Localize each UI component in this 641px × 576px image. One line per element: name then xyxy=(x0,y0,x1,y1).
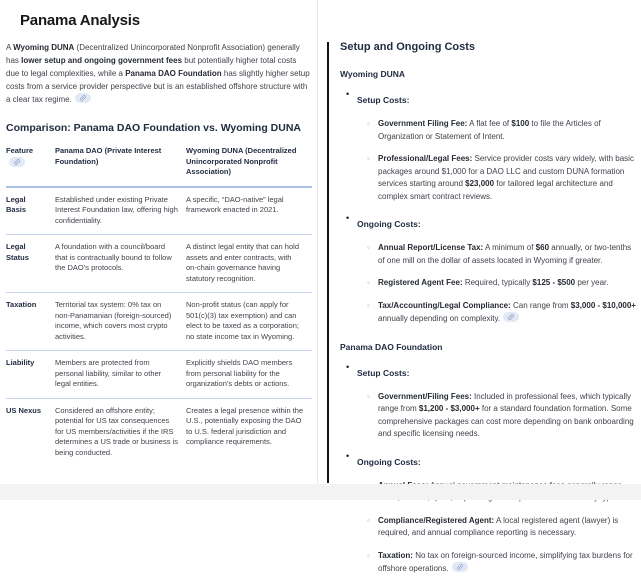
feature-cell: Legal Basis xyxy=(6,187,55,235)
setup-cost-items xyxy=(357,118,639,203)
table-row xyxy=(6,398,312,466)
group-ongoing-costs xyxy=(348,452,639,576)
section-title-panama-dao-foundation: Panama DAO Foundation xyxy=(340,341,443,352)
cost-item xyxy=(369,153,639,203)
wyoming-cell: A distinct legal entity that can hold assets and enter contracts, with on-chain governance having statutory recognition. xyxy=(186,235,312,293)
panama-cell: Members are protected from personal liability, similar to other legal entities. xyxy=(55,351,186,399)
wyoming-costs-list xyxy=(340,90,639,326)
cost-item xyxy=(369,300,639,326)
cost-item xyxy=(369,242,639,267)
table-row xyxy=(6,351,312,399)
feature-cell: Legal Status xyxy=(6,235,55,293)
group-ongoing-costs xyxy=(348,214,639,326)
costs-heading: Setup and Ongoing Costs xyxy=(340,41,476,53)
panama-cell: Territorial tax system: 0% tax on non-Panamanian (foreign-sourced) income, which covers most crypto activities. xyxy=(55,293,186,351)
group-setup-costs xyxy=(348,363,639,441)
group-label: Setup Costs: xyxy=(357,95,410,105)
feature-cell: Taxation xyxy=(6,293,55,351)
group-setup-costs xyxy=(348,90,639,203)
wyoming-cell: Explicitly shields DAO members from personal liability for the organization’s debts or actions. xyxy=(186,351,312,399)
group-label: Setup Costs: xyxy=(357,367,410,378)
cost-item xyxy=(369,277,639,290)
analysis-panel xyxy=(0,0,318,484)
cost-item-text: Compliance/Registered Agent: A local registered agent (lawyer) is required, and annual compliance reporting is necessary. xyxy=(378,515,619,537)
cost-item-text: Taxation: No tax on foreign-sourced income, simplifying tax burdens for offshore operations. xyxy=(378,550,633,573)
setup-cost-items xyxy=(357,391,639,441)
page-bottom-margin xyxy=(0,484,641,500)
cost-item xyxy=(369,550,639,576)
table-row xyxy=(6,187,312,235)
table-row xyxy=(6,235,312,293)
intro-paragraph xyxy=(6,41,310,106)
column-header-wyoming: Wyoming DUNA (Decentralized Unincorporated Nonprofit Association) xyxy=(186,141,312,187)
section-title-wyoming-duna: Wyoming DUNA xyxy=(340,69,406,79)
citation-link-icon[interactable] xyxy=(452,562,468,572)
cost-item-text: Government/Filing Fees: Included in professional fees, which typically range from $1,200 - $3,000+ for a standard foundation formation. Some comprehensive packages can cost more depending on bank onboarding and specific licensing needs. xyxy=(378,391,634,438)
page-title: Panama Analysis xyxy=(20,12,140,29)
citation-link-icon[interactable] xyxy=(75,93,91,103)
wyoming-cell: A specific, “DAO-native” legal framework enacted in 2021. xyxy=(186,187,312,235)
panama-cell: A foundation with a council/board that is contractually bound to follow the DAO’s protocols. xyxy=(55,235,186,293)
wyoming-cell: Non-profit status (can apply for 501(c)(3) tax exemption) and can elect to be taxed as a corporation; no state income tax in Wyoming. xyxy=(186,293,312,351)
cost-item-text: Annual Report/License Tax: A minimum of $60 annually, or two-tenths of one mill on the dollar of assets located in Wyoming if greater. xyxy=(378,243,632,265)
group-label: Ongoing Costs: xyxy=(357,456,421,467)
panama-cell: Considered an offshore entity; potential for US tax consequences for US members/activities if the IRS determines a US trade or business is being conducted. xyxy=(55,405,178,457)
cost-item-text: Government Filing Fee: A flat fee of $100 to file the Articles of Organization or Statement of Intent. xyxy=(378,119,601,141)
panama-costs-list xyxy=(340,363,639,576)
citation-link-icon[interactable] xyxy=(503,312,519,322)
cost-item xyxy=(369,118,639,143)
comparison-table xyxy=(6,141,312,466)
cost-item-text: Professional/Legal Fees: Service provider costs vary widely, with basic packages around $1,000 for a DAO LLC and custom DUNA formation services starting around $23,000 for tailored legal architecture and complex smart contract reviews. xyxy=(378,154,634,201)
ongoing-cost-items xyxy=(357,242,639,326)
column-divider xyxy=(327,42,329,483)
column-header-panama: Panama DAO (Private Interest Foundation) xyxy=(55,141,186,187)
cost-item xyxy=(369,391,639,441)
feature-cell: Liability xyxy=(6,351,55,399)
feature-cell: US Nexus xyxy=(6,405,42,415)
column-header-feature: Feature xyxy=(6,141,55,187)
cost-item-text: Tax/Accounting/Legal Compliance: Can range from $3,000 - $10,000+ annually depending on complexity. xyxy=(378,300,636,323)
intro-text: A Wyoming DUNA (Decentralized Unincorporated Nonprofit Association) generally has lower setup and ongoing government fees but potentially higher total costs due to legal complexities, while a Panama DAO Foundation has slightly higher setup costs from a service provider perspective but is an established offshore structure with a clear tax regime. xyxy=(6,43,310,104)
table-row xyxy=(6,293,312,351)
cost-item-text: Registered Agent Fee: Required, typically $125 - $500 per year. xyxy=(378,278,609,287)
panama-cell: Established under existing Private Interest Foundation law, offering high confidentiality. xyxy=(55,187,186,235)
citation-link-icon[interactable] xyxy=(9,157,25,167)
wyoming-cell: Creates a legal presence within the U.S., potentially exposing the DAO to U.S. federal jurisdiction and compliance requirements. xyxy=(186,405,304,446)
cost-item xyxy=(369,515,639,540)
table-header-row xyxy=(6,141,312,187)
comparison-heading: Comparison: Panama DAO Foundation vs. Wyoming DUNA xyxy=(6,122,301,134)
group-label: Ongoing Costs: xyxy=(357,219,421,229)
